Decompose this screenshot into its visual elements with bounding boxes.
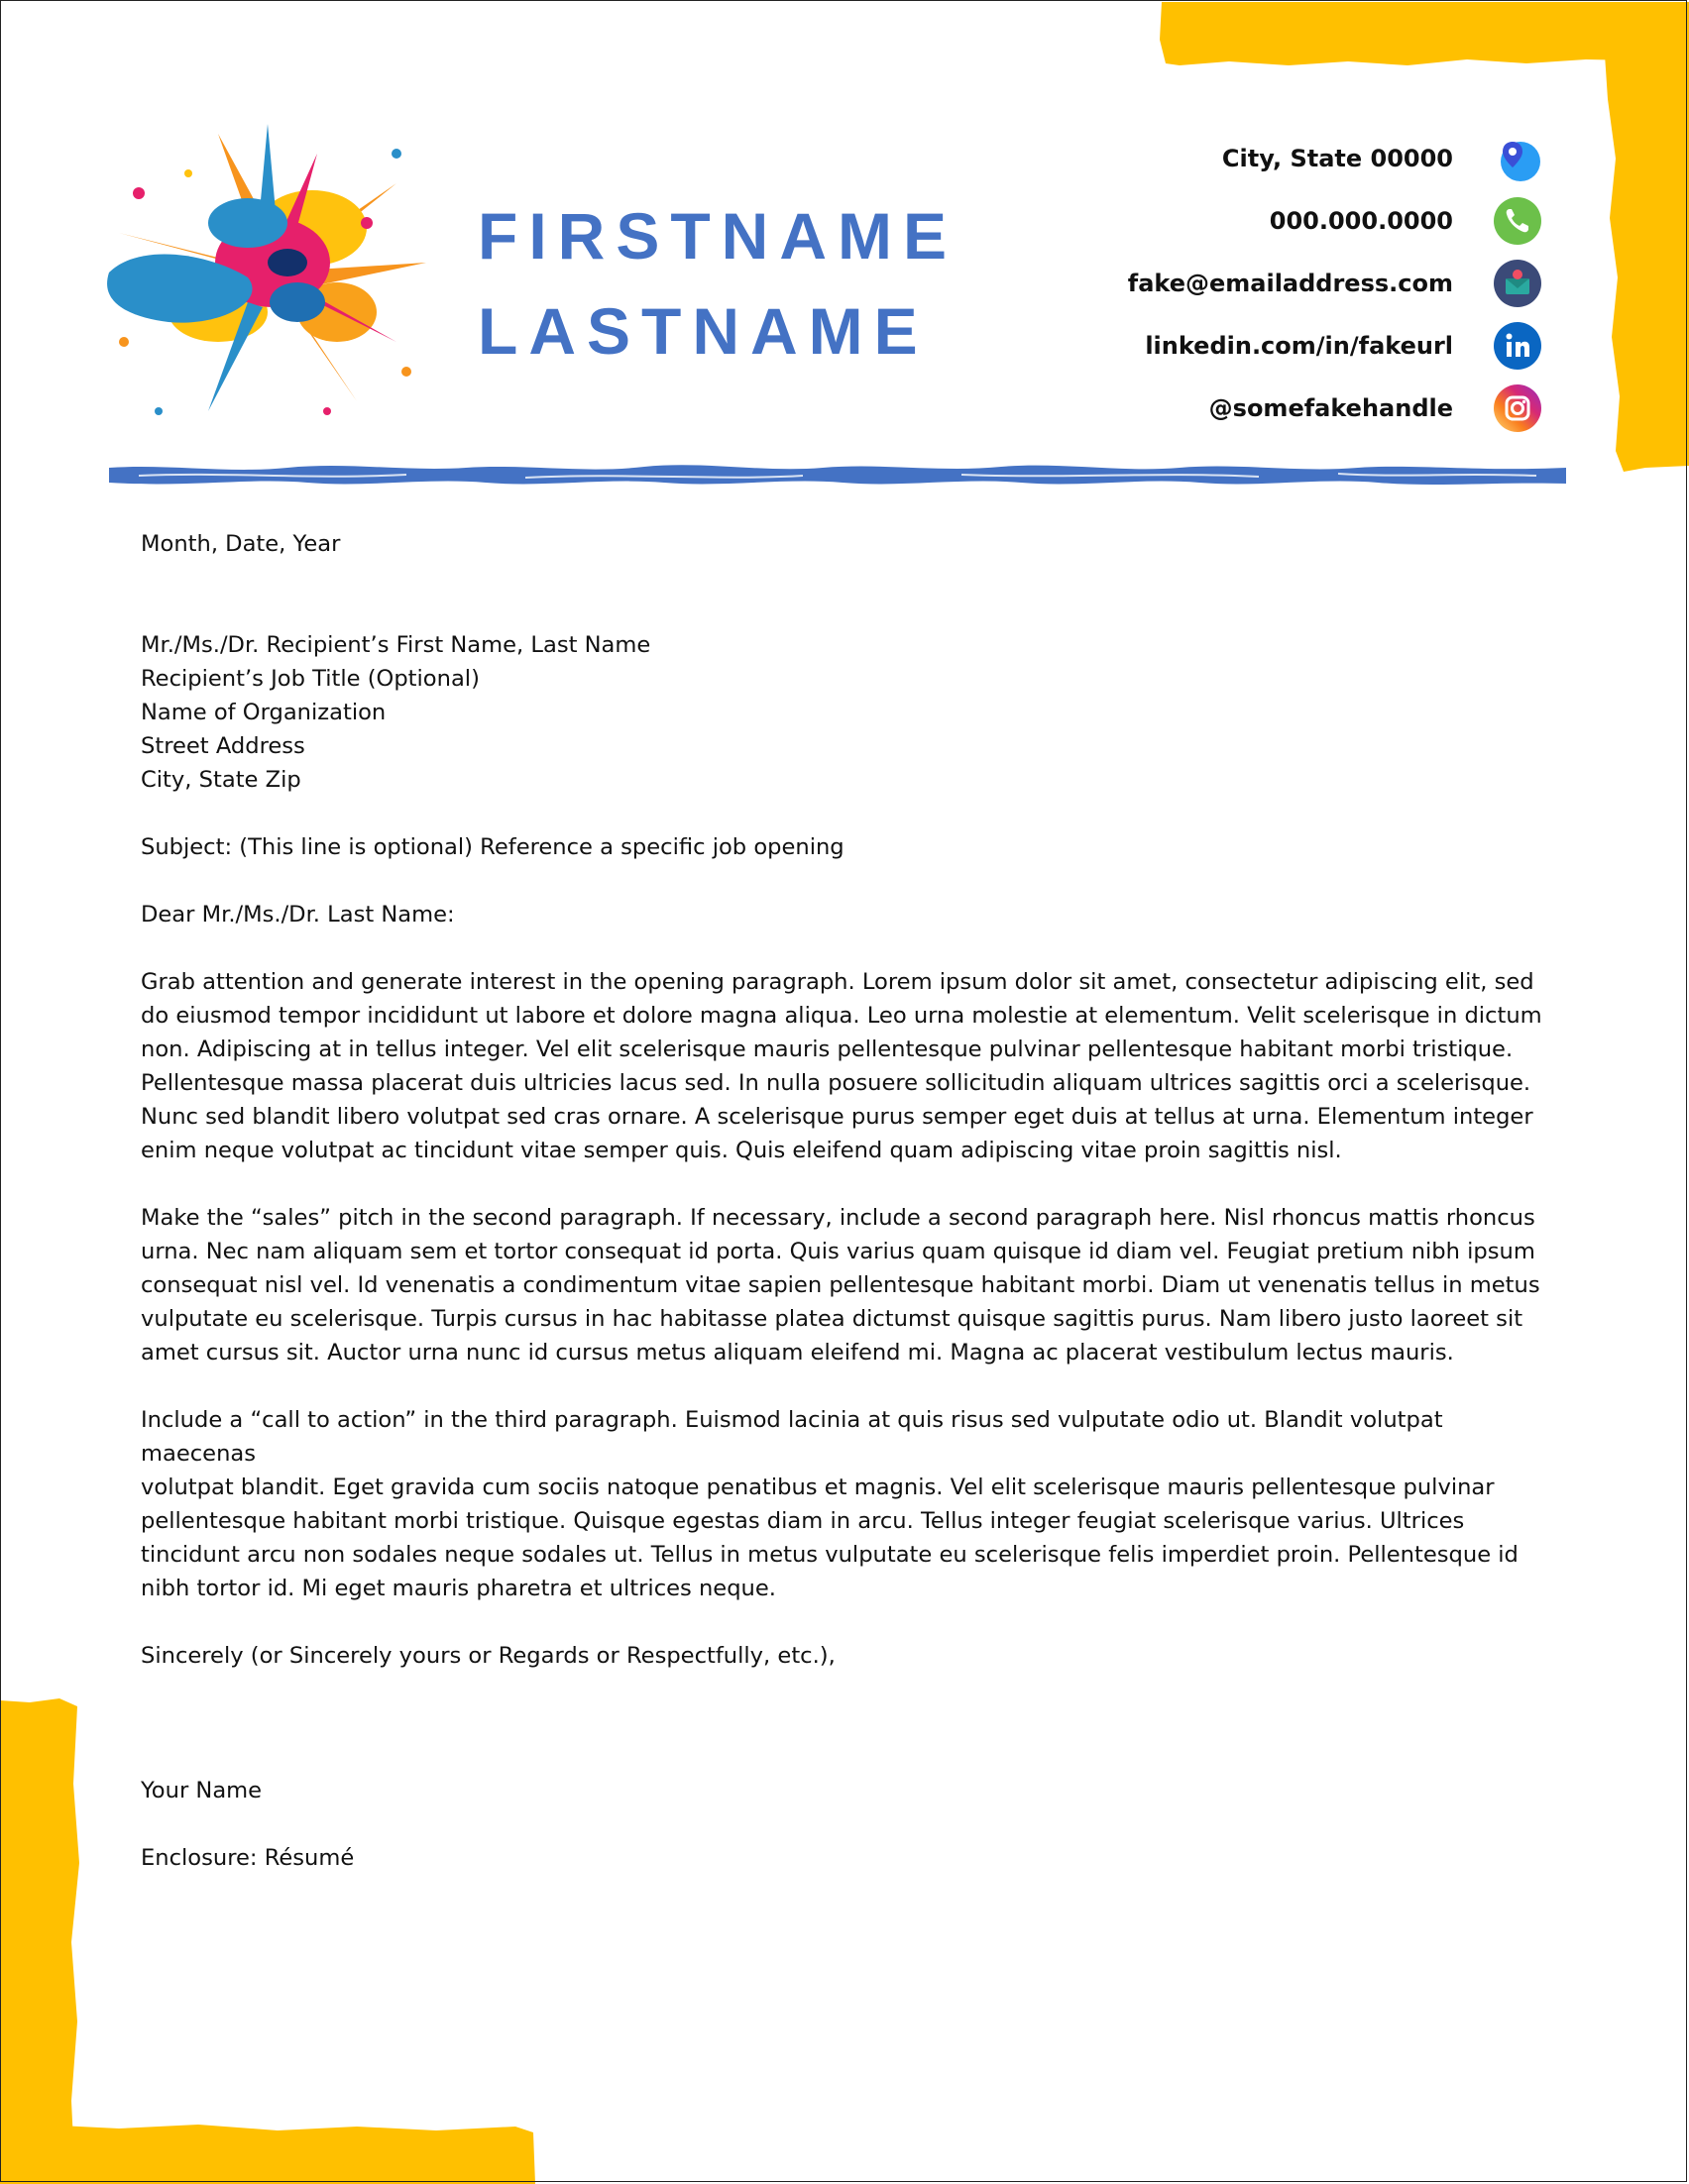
location-pin-icon: [1493, 134, 1542, 183]
contact-location-text: City, State 00000: [1221, 145, 1453, 172]
recipient-line: City, State Zip: [141, 767, 301, 793]
paragraph-line: volutpat blandit. Eget gravida cum sociis natoque penatibus et magnis. Vel elit scelerisque mauris pellentesque pulvinar: [141, 1474, 1495, 1500]
first-name: FIRSTNAME: [478, 199, 957, 273]
paragraph-line: non. Adipiscing at in tellus integer. Vel elit scelerisque mauris pellentesque pulvinar pellentesque habitant morbi tristique.: [141, 1037, 1514, 1062]
recipient-line: Mr./Ms./Dr. Recipient’s First Name, Last Name: [141, 632, 651, 658]
paragraph-line: Include a “call to action” in the third paragraph. Euismod lacinia at quis risus sed vulputate odio ut. Blandit volutpat maecenas: [141, 1407, 1443, 1467]
contact-location: [1128, 135, 1542, 182]
paragraph-line: Make the “sales” pitch in the second paragraph. If necessary, include a second paragraph here. Nisl rhoncus mattis rhoncus: [141, 1205, 1535, 1231]
email-icon: [1493, 259, 1542, 308]
linkedin-icon: [1493, 321, 1542, 371]
signature-name: Your Name: [141, 1778, 263, 1803]
paragraph-line: vulputate eu scelerisque. Turpis cursus in hac habitasse platea dictumst quisque sagittis purus. Nam libero justo laoreet sit: [141, 1306, 1523, 1332]
paragraph-call-to-action: [141, 1403, 1558, 1605]
header-divider: [109, 456, 1566, 491]
paint-splash-logo: [99, 114, 436, 431]
contact-phone: [1128, 197, 1542, 245]
contact-linkedin-text: linkedin.com/in/fakeurl: [1145, 332, 1453, 360]
paragraph-line: tincidunt arcu non sodales neque sodales ut. Tellus in metus vulputate eu scelerisque felis imperdiet proin. Pellentesque id: [141, 1542, 1519, 1568]
paragraph-line: Pellentesque massa placerat duis ultricies lacus sed. In nulla posuere sollicitudin aliquam ultrices sagittis orci a scelerisque.: [141, 1070, 1531, 1096]
contact-linkedin: [1128, 322, 1542, 370]
letter-date: Month, Date, Year: [141, 531, 341, 557]
yellow-brush-right: [1604, 40, 1689, 472]
recipient-line: Recipient’s Job Title (Optional): [141, 666, 480, 692]
paragraph-line: enim neque volutpat ac tincidunt vitae semper quis. Quis eleifend quam adipiscing vitae proin sagittis nisl.: [141, 1138, 1342, 1163]
paragraph-line: amet cursus sit. Auctor urna nunc id cursus metus aliquam eleifend mi. Magna ac placerat vestibulum lectus mauris.: [141, 1340, 1454, 1365]
contact-phone-text: 000.000.0000: [1269, 207, 1453, 235]
letter-closing: Sincerely (or Sincerely yours or Regards or Respectfully, etc.),: [141, 1643, 836, 1669]
recipient-line: Name of Organization: [141, 700, 387, 725]
paragraph-line: consequat nisl vel. Id venenatis a condimentum vitae sapien pellentesque habitant morbi. Diam ut venenatis tellus in metus: [141, 1272, 1540, 1298]
paragraph-line: Grab attention and generate interest in the opening paragraph. Lorem ipsum dolor sit amet, consectetur adipiscing elit, sed: [141, 969, 1534, 995]
recipient-line: Street Address: [141, 733, 305, 759]
contact-instagram-text: @somefakehandle: [1208, 394, 1453, 422]
paragraph-line: do eiusmod tempor incididunt ut labore et dolore magna aliqua. Leo urna molestie at elementum. Velit scelerisque in dictum: [141, 1003, 1542, 1029]
contact-email-text: fake@emailaddress.com: [1127, 270, 1453, 297]
paragraph-line: urna. Nec nam aliquam sem et tortor consequat id porta. Quis varius quam quisque id diam vel. Feugiat pretium nibh ipsum: [141, 1239, 1535, 1264]
contact-list: [1128, 135, 1542, 447]
applicant-name: [478, 188, 957, 379]
paragraph-line: nibh tortor id. Mi eget mauris pharetra et ultrices neque.: [141, 1576, 776, 1601]
phone-icon: [1493, 196, 1542, 246]
instagram-icon: [1493, 383, 1542, 433]
yellow-brush-bottom: [40, 2125, 535, 2184]
paragraph-opening: [141, 965, 1558, 1167]
paragraph-sales-pitch: [141, 1201, 1558, 1369]
last-name: LASTNAME: [478, 294, 929, 368]
contact-email: [1128, 260, 1542, 307]
yellow-brush-left: [0, 1698, 79, 2184]
contact-instagram: [1128, 384, 1542, 432]
letter-subject: Subject: (This line is optional) Reference a specific job opening: [141, 834, 844, 860]
paragraph-line: Nunc sed blandit libero volutpat sed cras ornare. A scelerisque purus semper eget duis at tellus at urna. Elementum integer: [141, 1104, 1533, 1130]
letter-salutation: Dear Mr./Ms./Dr. Last Name:: [141, 902, 455, 928]
letter-body: [141, 527, 1558, 1875]
recipient-block: [141, 628, 1558, 797]
paragraph-line: pellentesque habitant morbi tristique. Quisque egestas diam in arcu. Tellus integer feugiat scelerisque varius. Ultrices: [141, 1508, 1465, 1534]
enclosure-note: Enclosure: Résumé: [141, 1845, 355, 1871]
